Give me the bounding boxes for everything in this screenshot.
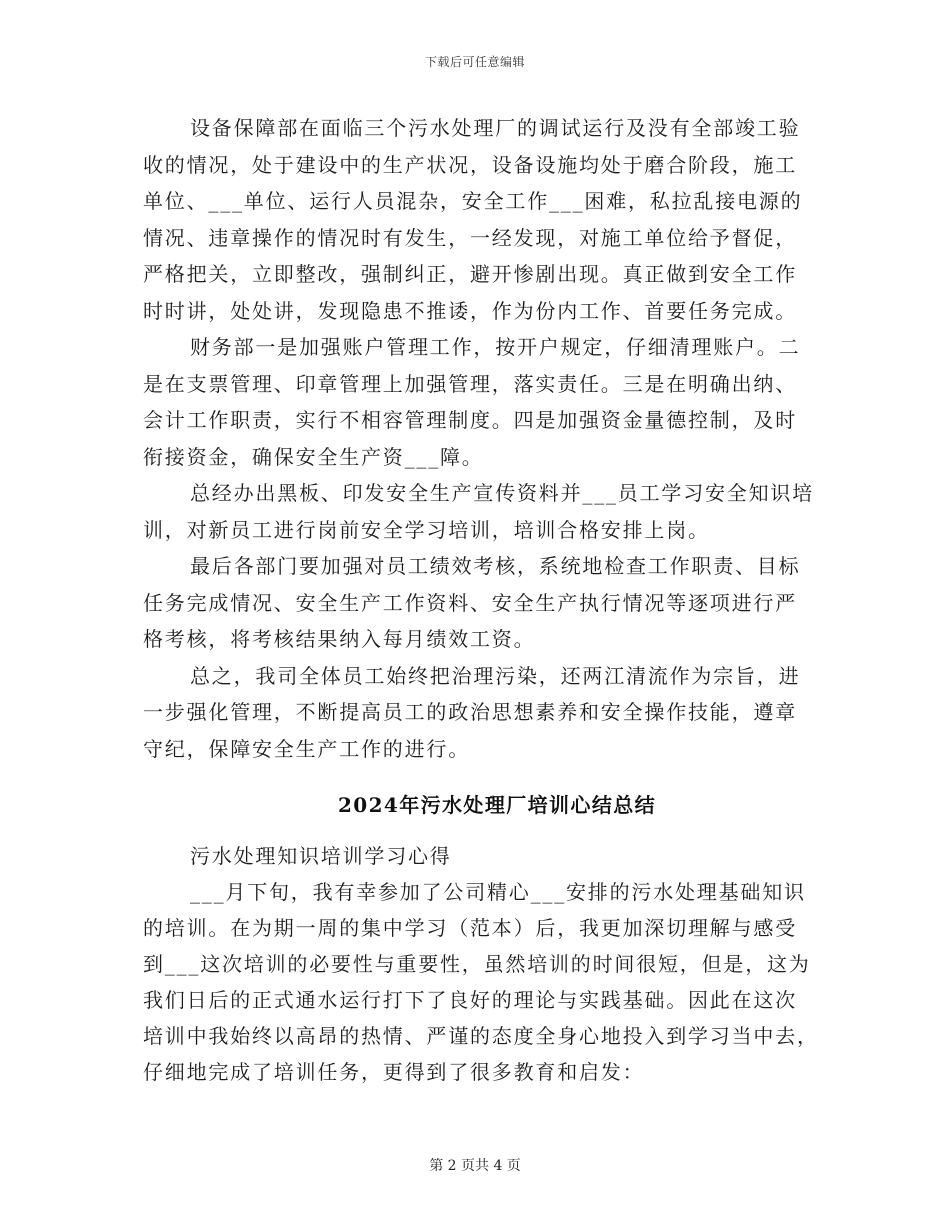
text-line: 到___这次培训的必要性与重要性，虽然培训的时间很短，但是，这为 bbox=[143, 952, 811, 976]
paragraph-training bbox=[143, 874, 833, 1090]
text-line: 衔接资金，确保安全生产资___障。 bbox=[143, 444, 484, 469]
article-section bbox=[143, 838, 833, 1090]
page-header: 下载后可任意编辑 bbox=[424, 55, 525, 69]
text-line: 的培训。在为期一周的集中学习（范本）后，我更加深切理解与感受 bbox=[143, 916, 797, 940]
article-title: 2024年污水处理厂培训心结总结 bbox=[337, 793, 657, 817]
text-line: 仔细地完成了培训任务，更得到了很多教育和启发： bbox=[143, 1060, 645, 1084]
text-line: 收的情况，处于建设中的生产状况，设备设施均处于磨合阶段，施工 bbox=[143, 152, 797, 177]
text-line: 情况、违章操作的情况时有发生，一经发现，对施工单位给予督促， bbox=[143, 225, 797, 250]
text-line: 一步强化管理，不断提高员工的政治思想素养和安全操作技能，遵章 bbox=[143, 700, 797, 724]
text-line: 训，对新员工进行岗前安全学习培训，培训合格安排上岗。 bbox=[143, 517, 710, 542]
text-line: 最后各部门要加强对员工绩效考核，系统地检查工作职责、目标 bbox=[190, 554, 801, 578]
text-line: 污水处理知识培训学习心得 bbox=[190, 844, 452, 868]
text-line: 总之，我司全体员工始终把治理污染，还两江清流作为宗旨，进 bbox=[190, 663, 801, 688]
text-line: 时时讲，处处讲，发现隐患不推诿，作为份内工作、首要任务完成。 bbox=[143, 298, 797, 323]
text-line: 格考核，将考核结果纳入每月绩效工资。 bbox=[143, 627, 536, 651]
text-line: 守纪，保障安全生产工作的进行。 bbox=[143, 736, 470, 761]
text-line: 财务部一是加强账户管理工作，按开户规定，仔细清理账户。二 bbox=[190, 335, 801, 359]
paragraph-assessment bbox=[143, 548, 833, 658]
text-line: 单位、___单位、运行人员混杂，安全工作___困难，私拉乱接电源的 bbox=[143, 189, 803, 213]
text-line: 是在支票管理、印章管理上加强管理，落实责任。三是在明确出纳、 bbox=[143, 371, 797, 396]
paragraph-general-office bbox=[143, 475, 833, 548]
page-number: 第 2 页共 4 页 bbox=[429, 1158, 521, 1174]
paragraph-conclusion bbox=[143, 658, 833, 768]
text-line: ___月下旬，我有幸参加了公司精心___安排的污水处理基础知识 bbox=[190, 880, 806, 904]
text-line: 总经办出黑板、印发安全生产宣传资料并___员工学习安全知识培 bbox=[190, 481, 814, 505]
text-line: 设备保障部在面临三个污水处理厂的调试运行及没有全部竣工验 bbox=[190, 116, 801, 140]
text-line: 我们日后的正式通水运行打下了良好的理论与实践基础。因此在这次 bbox=[143, 988, 797, 1012]
text-line: 会计工作职责，实行不相容管理制度。四是加强资金量德控制，及时 bbox=[143, 408, 797, 432]
paragraph-subtitle bbox=[143, 838, 833, 874]
text-line: 培训中我始终以高昂的热情、严谨的态度全身心地投入到学习当中去， bbox=[143, 1024, 819, 1048]
paragraph-equipment bbox=[143, 110, 833, 329]
text-line: 严格把关，立即整改，强制纠正，避开惨剧出现。真正做到安全工作 bbox=[143, 262, 797, 286]
body-section bbox=[143, 110, 833, 767]
paragraph-finance bbox=[143, 329, 833, 475]
text-line: 任务完成情况、安全生产工作资料、安全生产执行情况等逐项进行严 bbox=[143, 590, 797, 615]
